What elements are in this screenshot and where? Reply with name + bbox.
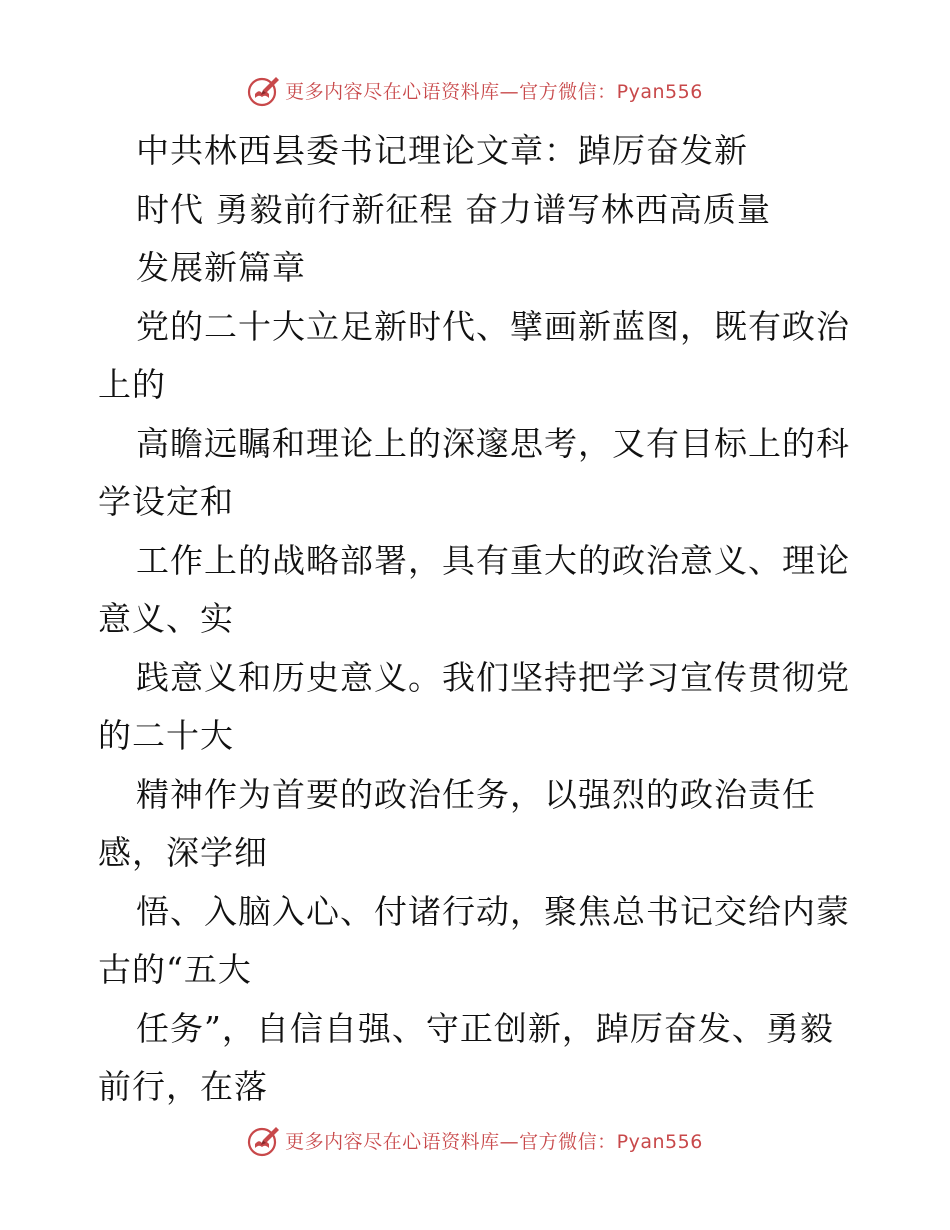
body-line: 古的“五大: [98, 950, 252, 989]
body-line: 任务”，自信自强、守正创新，踔厉奋发、勇毅: [136, 1008, 834, 1048]
body-line: 践意义和历史意义。我们坚持把学习宣传贯彻党: [136, 657, 850, 697]
document-body: [98, 122, 878, 1117]
header-banner-text: 更多内容尽在心语资料库—官方微信：Pyan556: [285, 80, 703, 103]
body-line: 高瞻远瞩和理论上的深邃思考，又有目标上的科: [136, 423, 850, 463]
body-line: 悟、入脑入心、付诸行动，聚焦总书记交给内蒙: [136, 891, 850, 931]
footer-banner-text: 更多内容尽在心语资料库—官方微信：Pyan556: [285, 1130, 703, 1153]
body-line: 党的二十大立足新时代、擘画新蓝图，既有政治: [136, 306, 850, 346]
book-pen-logo-icon: [247, 1123, 281, 1157]
body-line: 学设定和: [98, 482, 234, 521]
body-line: 前行，在落: [98, 1067, 268, 1106]
title-line-1: 中共林西县委书记理论文章：踔厉奋发新: [136, 131, 748, 170]
header-banner-content: [247, 73, 703, 107]
body-line: 上的: [98, 365, 166, 404]
title-line-2: 时代 勇毅前行新征程 奋力谱写林西高质量: [136, 189, 771, 229]
body-line: 工作上的战略部署，具有重大的政治意义、理论: [136, 540, 850, 580]
body-line: 精神作为首要的政治任务，以强烈的政治责任: [136, 774, 816, 814]
body-line: 意义、实: [98, 599, 234, 638]
book-pen-logo-icon: [247, 73, 281, 107]
body-line: 感，深学细: [98, 833, 268, 872]
header-banner: [0, 70, 950, 110]
footer-banner: [0, 1120, 950, 1160]
footer-banner-content: [247, 1123, 703, 1157]
title-line-3: 发展新篇章: [136, 248, 306, 287]
body-line: 的二十大: [98, 716, 234, 755]
